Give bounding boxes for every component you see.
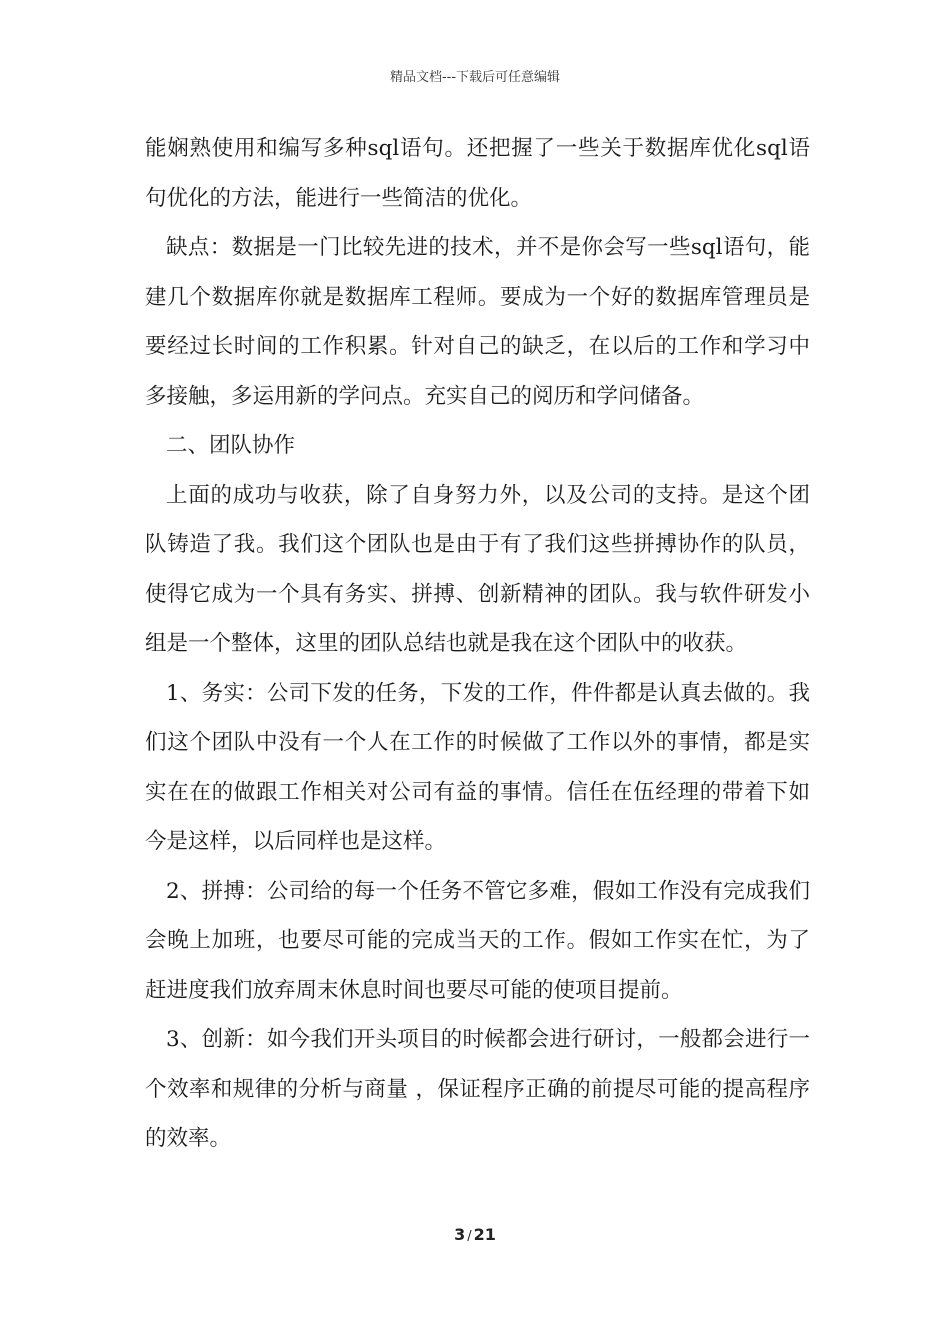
paragraph-database-skills: 能娴熟使用和编写多种sql语句。还把握了一些关于数据库优化sql语句优化的方法，能进行一些简洁的优化。 [145, 136, 810, 211]
page-header: 精品文档---下载后可任意编辑 [389, 70, 561, 85]
document-body [145, 124, 810, 1164]
paragraph-hardworking: 2、拼搏：公司给的每一个任务不管它多难，假如工作没有完成我们会晚上加班，也要尽可能的完成当天的工作。假如工作实在忙，为了赶进度我们放弃周末休息时间也要尽可能的使项目提前。 [145, 878, 810, 1003]
page-current: 3 [454, 1225, 466, 1244]
page-number [0, 1225, 950, 1244]
paragraph-shortcomings: 缺点：数据是一门比较先进的技术，并不是你会写一些sql语句，能建几个数据库你就是数据库工程师。要成为一个好的数据库管理员是要经过长时间的工作积累。针对自己的缺乏，在以后的工作和学习中多接触，多运用新的学问点。充实自己的阅历和学问储备。 [145, 235, 810, 409]
page-total: 21 [473, 1225, 496, 1244]
section-heading-teamwork: 二、团队协作 [166, 433, 296, 458]
paragraph-team-summary: 上面的成功与收获，除了自身努力外，以及公司的支持。是这个团队铸造了我。我们这个团队也是由于有了我们这些拼搏协作的队员，使得它成为一个具有务实、拼搏、创新精神的团队。我与软件研发小组是一个整体，这里的团队总结也就是我在这个团队中的收获。 [145, 482, 810, 656]
paragraph-pragmatic: 1、务实：公司下发的任务，下发的工作，件件都是认真去做的。我们这个团队中没有一个人在工作的时候做了工作以外的事情，都是实实在在的做跟工作相关对公司有益的事情。信任在伍经理的带着下如今是这样，以后同样也是这样。 [145, 680, 810, 854]
paragraph-innovation: 3、创新：如今我们开头项目的时候都会进行研讨，一般都会进行一个效率和规律的分析与商量 ，保证程序正确的前提尽可能的提高程序的效率。 [145, 1027, 810, 1151]
page-separator: / [467, 1229, 472, 1244]
